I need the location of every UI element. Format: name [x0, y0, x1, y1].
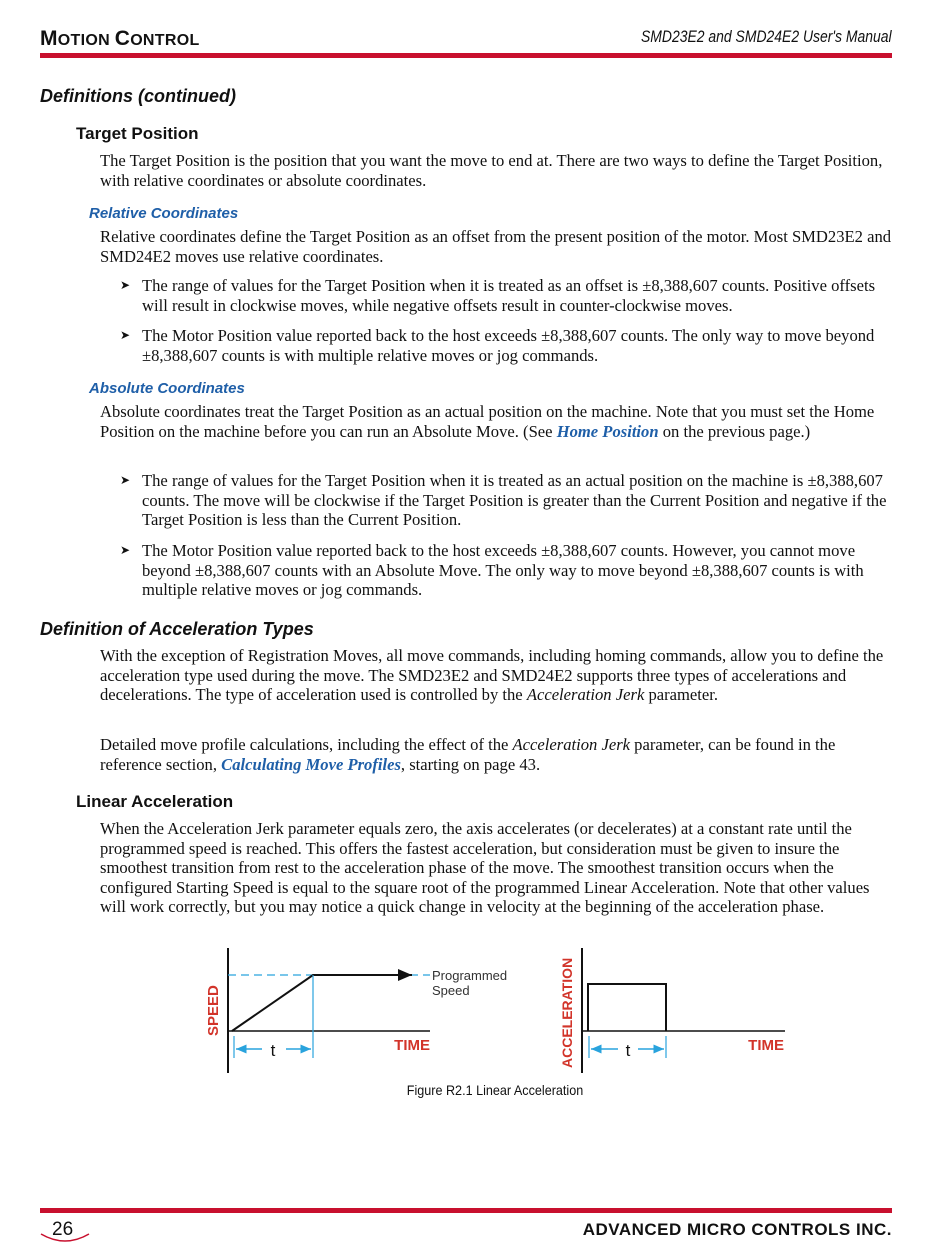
acceleration-types-body: With the exception of Registration Moves, all move commands, including homing commands, allow you to define the acceleration type used during the move. The SMD23E2 and SMD24E2 supports three types of accelerations and decelerations. The type of acceleration used is controlled by the Acceleration Jerk parameter.	[100, 646, 884, 705]
linear-acceleration-heading: Linear Acceleration	[76, 792, 234, 811]
figure-caption: Figure R2.1 Linear Acceleration	[406, 1082, 584, 1098]
company-name: ADVANCED MICRO CONTROLS INC.	[582, 1220, 892, 1239]
time-label: TIME	[394, 1037, 430, 1054]
home-position-link[interactable]: Home Position	[556, 421, 659, 441]
footer-divider	[40, 1208, 892, 1213]
absolute-coordinates-heading: Absolute Coordinates	[89, 380, 245, 397]
speed-profile-line	[232, 975, 412, 1031]
linear-acceleration-body: When the Acceleration Jerk parameter equals zero, the axis accelerates (or decelerates) at a constant rate until the programmed speed is reached. This offers the fastest acceleration, but consideration must be given to insure the smoothest transition from rest to the acceleration phase of the move. The smoothest transition occurs when the configured Starting Speed is equal to the square root of the programmed Linear Acceleration. Note that other values will work correctly, but you may notice a quick change in velocity at the beginning of the acceleration phase.	[100, 819, 870, 917]
programmed-speed-label-2: Speed	[432, 983, 470, 998]
list-item: ➤ The range of values for the Target Position when it is treated as an actual position on the machine is ±8,388,607 counts. The move will be clockwise if the Target Position is greater than the Current Position and negative if the Target Position is less than the Current Position.	[120, 471, 887, 530]
list-item: ➤ The Motor Position value reported back to the host exceeds ±8,388,607 counts. However, you cannot move beyond ±8,388,607 counts with an Absolute Move. The only way to move beyond ±8,388,607 counts is with multiple relative moves or jog commands.	[120, 541, 864, 600]
bullet-arrow-icon: ➤	[120, 473, 131, 487]
target-position-body: The Target Position is the position that you want the move to end at. There are two ways to define the Target Position, with relative coordinates or absolute coordinates.	[100, 151, 883, 190]
page-number-swoosh-icon	[38, 1230, 92, 1246]
bullet-arrow-icon: ➤	[120, 328, 131, 342]
relative-coordinates-body: Relative coordinates define the Target Position as an offset from the present position of the motor. Most SMD23E2 and SMD24E2 moves use relative coordinates.	[100, 227, 892, 266]
definitions-heading: Definitions (continued)	[40, 86, 236, 106]
section-header: MOTION CONTROL	[40, 27, 200, 50]
page-number: 26	[52, 1219, 74, 1240]
t-label: t	[625, 1041, 631, 1060]
acceleration-pulse	[588, 984, 666, 1031]
time-label: TIME	[748, 1037, 784, 1054]
absolute-coordinates-body: Absolute coordinates treat the Target Position as an actual position on the machine. Note that you must set the Home Position on the machine before you can run an Absolute Move. (See Home Position on the previous page.)	[100, 402, 875, 441]
target-position-heading: Target Position	[76, 124, 199, 143]
list-item: ➤ The range of values for the Target Position when it is treated as an offset is ±8,388,607 counts. Positive offsets will result in clockwise moves, while negative offsets result in counter-clockwise moves.	[120, 276, 876, 315]
manual-title: SMD23E2 and SMD24E2 User's Manual	[641, 27, 892, 46]
bullet-arrow-icon: ➤	[120, 543, 131, 557]
relative-coordinates-heading: Relative Coordinates	[89, 205, 239, 222]
bullet-arrow-icon: ➤	[120, 278, 131, 292]
acceleration-types-heading: Definition of Acceleration Types	[40, 619, 314, 639]
speed-label: SPEED	[205, 985, 222, 1036]
header-divider	[40, 53, 892, 58]
programmed-speed-label: Programmed	[432, 968, 508, 983]
acceleration-time-diagram	[550, 940, 800, 1080]
move-profiles-body: Detailed move profile calculations, including the effect of the Acceleration Jerk parameter, can be found in the reference section, Calculating Move Profiles, starting on page 43.	[100, 735, 836, 774]
calculating-move-profiles-link[interactable]: Calculating Move Profiles	[221, 754, 401, 774]
list-item: ➤ The Motor Position value reported back to the host exceeds ±8,388,607 counts. The only way to move beyond ±8,388,607 counts is with multiple relative moves or jog commands.	[120, 326, 875, 365]
acceleration-label: ACCELERATION	[559, 957, 575, 1068]
t-label: t	[270, 1041, 276, 1060]
speed-time-diagram	[190, 940, 520, 1080]
